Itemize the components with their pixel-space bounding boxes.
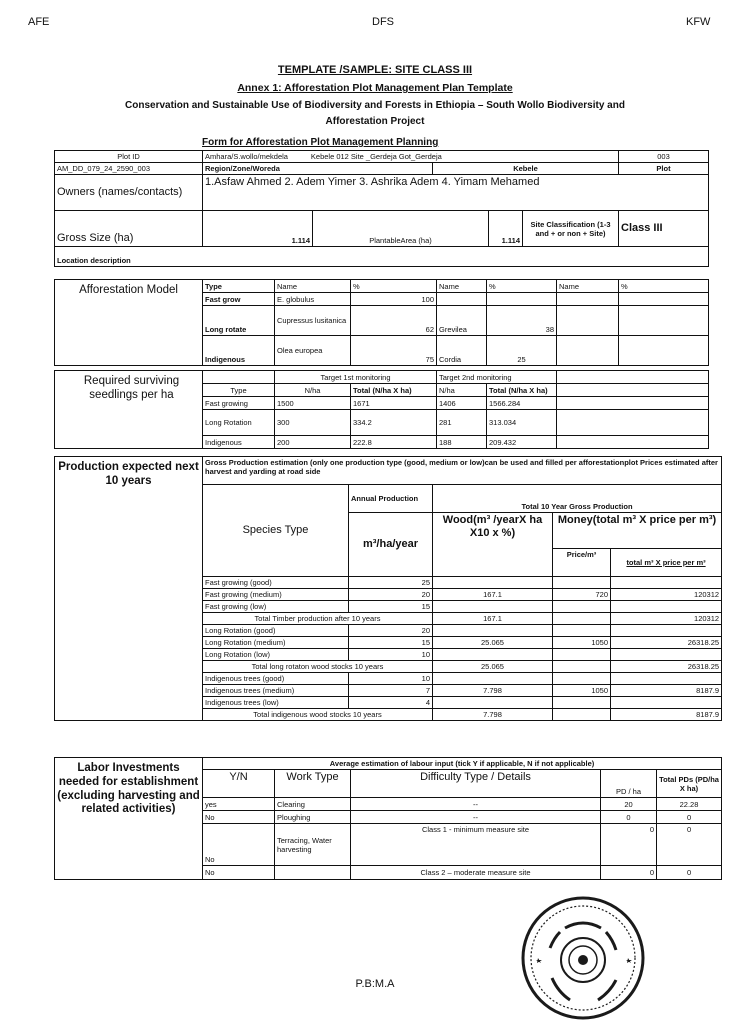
model-species: Olea europea (275, 336, 351, 366)
seedlings-total-header: Total (N/ha X ha) (351, 384, 437, 397)
labor-total: 0 (657, 811, 722, 824)
seedlings-blank (557, 397, 709, 410)
header-left: AFE (28, 16, 50, 28)
seedlings-table (54, 370, 709, 449)
model-percent (487, 293, 557, 306)
plot-id-label: Plot ID (55, 151, 203, 163)
template-title: TEMPLATE /SAMPLE: SITE CLASS III (277, 64, 473, 76)
pd-ha-header: PD / ha (601, 770, 657, 798)
labor-difficulty: Class 1 - minimum measure site (351, 824, 601, 866)
annual-value: 20 (349, 589, 433, 601)
model-empty (619, 293, 709, 306)
price-value (553, 625, 611, 637)
seedlings-total: 1671 (351, 397, 437, 410)
work-type-header: Work Type (275, 770, 351, 798)
model-pct3-header: % (619, 280, 709, 293)
wood-value: 7.798 (433, 685, 553, 697)
wood-value: 167.1 (433, 613, 553, 625)
annual-value: 7 (349, 685, 433, 697)
labor-work-type: Terracing, Water harvesting (275, 824, 351, 866)
annual-value: 4 (349, 697, 433, 709)
production-note: Gross Production estimation (only one production type (good, medium or low)can be used and filled per afforestationplot Prices estimated after harvest and yarding at road side (203, 457, 722, 485)
seedlings-nha2-header: N/ha (437, 384, 487, 397)
total-10-year-header: Total 10 Year Gross Production (433, 485, 722, 513)
labor-yn: yes (203, 798, 275, 811)
model-percent: 38 (487, 306, 557, 336)
money-value (611, 673, 722, 685)
plot-label: Plot (619, 163, 709, 175)
labor-yn: No (203, 866, 275, 880)
seedlings-total: 209.432 (487, 436, 557, 449)
model-percent: 75 (351, 336, 437, 366)
production-row-label: Long Rotation (low) (203, 649, 349, 661)
production-row-label: Indigenous trees (medium) (203, 685, 349, 697)
seedlings-nha: 1406 (437, 397, 487, 410)
model-empty (557, 336, 619, 366)
annual-value: 15 (349, 637, 433, 649)
labor-label: Labor Investments needed for establishment (excluding harvesting and related activities) (55, 758, 203, 880)
model-species (437, 293, 487, 306)
seedlings-blank (557, 371, 709, 384)
wood-value (433, 625, 553, 637)
labor-work-type: Ploughing (275, 811, 351, 824)
seedlings-blank (557, 436, 709, 449)
difficulty-header: Difficulty Type / Details (351, 770, 601, 798)
production-table (54, 456, 722, 721)
seedlings-type: Fast growing (203, 397, 275, 410)
location-label: Location description (55, 247, 709, 267)
price-value: 1050 (553, 637, 611, 649)
labor-pd: 20 (601, 798, 657, 811)
labor-yn: No (203, 811, 275, 824)
kebele-value: Kebele 012 Site _Gerdeja Got_Gerdeja (310, 152, 442, 161)
gross-size-value: 1.114 (203, 211, 313, 247)
wood-value: 7.798 (433, 709, 553, 721)
project-title-line2: Afforestation Project (325, 116, 425, 127)
seedlings-type-header: Type (203, 384, 275, 397)
money-value: 8187.9 (611, 709, 722, 721)
header-center: DFS (372, 16, 394, 28)
seedlings-label: Required surviving seedlings per ha (55, 371, 203, 449)
money-value: 8187.9 (611, 685, 722, 697)
production-row-label: Indigenous trees (low) (203, 697, 349, 709)
money-value (611, 649, 722, 661)
seedlings-total2-header: Total (N/ha X ha) (487, 384, 557, 397)
labor-pd: 0 (601, 866, 657, 880)
model-species: E. globulus (275, 293, 351, 306)
money-value: 120312 (611, 589, 722, 601)
owners-value: 1.Asfaw Ahmed 2. Adem Yimer 3. Ashrika Adem 4. Yimam Mehamed (203, 175, 709, 211)
labor-total: 0 (657, 866, 722, 880)
labor-difficulty: -- (351, 798, 601, 811)
wood-value: 25.065 (433, 637, 553, 649)
money-value (611, 625, 722, 637)
form-title: Form for Afforestation Plot Management Planning (202, 137, 439, 148)
production-row-label: Indigenous trees (good) (203, 673, 349, 685)
production-row-label: Long Rotation (good) (203, 625, 349, 637)
annex-title: Annex 1: Afforestation Plot Management Plan Template (237, 82, 513, 94)
price-value (553, 709, 611, 721)
annual-value: 10 (349, 649, 433, 661)
price-value (553, 649, 611, 661)
seedlings-total: 334.2 (351, 410, 437, 436)
model-type: Fast grow (203, 293, 275, 306)
wood-value: 25.065 (433, 661, 553, 673)
price-value (553, 601, 611, 613)
price-value: 720 (553, 589, 611, 601)
header-right: KFW (686, 16, 711, 28)
plantable-area-value: 1.114 (489, 211, 523, 247)
model-name3-header: Name (557, 280, 619, 293)
model-empty (557, 293, 619, 306)
money-value (611, 697, 722, 709)
price-value: 1050 (553, 685, 611, 697)
price-header: Price/m³ (553, 549, 611, 577)
annual-value: 25 (349, 577, 433, 589)
seedlings-nha: 1500 (275, 397, 351, 410)
seedlings-blank (557, 384, 709, 397)
seedlings-type: Long Rotation (203, 410, 275, 436)
model-percent: 100 (351, 293, 437, 306)
site-class-value: Class III (619, 211, 709, 247)
wood-value (433, 577, 553, 589)
model-percent: 62 (351, 306, 437, 336)
model-empty (557, 306, 619, 336)
plantable-area-label: PlantableArea (ha) (313, 211, 489, 247)
labor-pd: 0 (601, 811, 657, 824)
annual-value: 15 (349, 601, 433, 613)
unit-header: m³/ha/year (349, 513, 433, 577)
production-row-label: Fast growing (medium) (203, 589, 349, 601)
model-empty (619, 306, 709, 336)
production-total-label: Total Timber production after 10 years (203, 613, 433, 625)
wood-value (433, 649, 553, 661)
seedlings-nha: 281 (437, 410, 487, 436)
labor-work-type (275, 866, 351, 880)
model-type-header: Type (203, 280, 275, 293)
total-price-header: total m³ X price per m³ (611, 549, 722, 577)
official-stamp (510, 888, 656, 1020)
seedlings-type: Indigenous (203, 436, 275, 449)
wood-value: 167.1 (433, 589, 553, 601)
project-title-line1: Conservation and Sustainable Use of Biodiversity and Forests in Ethiopia – South Wollo Biodiversity and (125, 100, 625, 111)
region-label: Region/Zone/Woreda (203, 163, 433, 175)
production-total-label: Total long rotaton wood stocks 10 years (203, 661, 433, 673)
model-name2-header: Name (437, 280, 487, 293)
price-value (553, 577, 611, 589)
price-value (553, 697, 611, 709)
site-class-label: Site Classification (1-3 and + or non + Site) (523, 211, 619, 247)
target-2nd-monitoring: Target 2nd monitoring (437, 371, 557, 384)
model-species: Cordia (437, 336, 487, 366)
labor-work-type: Clearing (275, 798, 351, 811)
plot-number: 003 (619, 151, 709, 163)
labor-difficulty: Class 2 – moderate measure site (351, 866, 601, 880)
seedlings-total: 222.8 (351, 436, 437, 449)
money-value: 26318.25 (611, 637, 722, 649)
annual-value: 20 (349, 625, 433, 637)
labor-difficulty: -- (351, 811, 601, 824)
labor-table (54, 757, 722, 880)
production-row-label: Fast growing (good) (203, 577, 349, 589)
annual-production-header: Annual Production (349, 485, 433, 513)
money-value: 26318.25 (611, 661, 722, 673)
production-total-label: Total indigenous wood stocks 10 years (203, 709, 433, 721)
model-species: Cupressus lusitanica (275, 306, 351, 336)
footer-text: P.B:M.A (355, 978, 395, 990)
labor-pd: 0 (601, 824, 657, 866)
region-value: Amhara/S.wollo/mekdela Kebele 012 Site _Gerdeja Got_Gerdeja (203, 151, 619, 163)
money-value (611, 577, 722, 589)
model-name-header: Name (275, 280, 351, 293)
production-label: Production expected next 10 years (55, 457, 203, 721)
money-value: 120312 (611, 613, 722, 625)
production-row-label: Long Rotation (medium) (203, 637, 349, 649)
model-type: Indigenous (203, 336, 275, 366)
afforestation-model-table (54, 279, 709, 366)
wood-value (433, 697, 553, 709)
model-pct-header: % (351, 280, 437, 293)
model-type: Long rotate (203, 306, 275, 336)
labor-total: 22.28 (657, 798, 722, 811)
plot-id-value: AM_DD_079_24_2590_003 (55, 163, 203, 175)
afforestation-model-label: Afforestation Model (55, 280, 203, 366)
wood-header: Wood(m³ /yearX ha X10 x %) (433, 513, 553, 577)
seedlings-nha: 200 (275, 436, 351, 449)
model-empty (619, 336, 709, 366)
labor-yn: No (203, 824, 275, 866)
owners-label: Owners (names/contacts) (55, 175, 203, 211)
seedlings-nha-header: N/ha (275, 384, 351, 397)
seedlings-nha: 188 (437, 436, 487, 449)
target-1st-monitoring: Target 1st monitoring (275, 371, 437, 384)
model-pct2-header: % (487, 280, 557, 293)
labor-total: 0 (657, 824, 722, 866)
money-header: Money(total m³ X price per m³) (553, 513, 722, 549)
species-type-header: Species Type (203, 485, 349, 577)
seedlings-blank (557, 410, 709, 436)
model-percent: 25 (487, 336, 557, 366)
price-value (553, 661, 611, 673)
kebele-label: Kebele (433, 163, 619, 175)
annual-value: 10 (349, 673, 433, 685)
wood-value (433, 601, 553, 613)
seedlings-total: 313.034 (487, 410, 557, 436)
labor-caption: Average estimation of labour input (tick Y if applicable, N if not applicable) (203, 758, 722, 770)
model-species: Grevilea (437, 306, 487, 336)
price-value (553, 673, 611, 685)
seedlings-nha: 300 (275, 410, 351, 436)
wood-value (433, 673, 553, 685)
plot-info-table (54, 150, 709, 267)
money-value (611, 601, 722, 613)
gross-size-label: Gross Size (ha) (55, 211, 203, 247)
seedlings-blank (203, 371, 275, 384)
production-row-label: Fast growing (low) (203, 601, 349, 613)
seedlings-total: 1566.284 (487, 397, 557, 410)
total-pds-header: Total PDs (PD/ha X ha) (657, 770, 722, 798)
yn-header: Y/N (203, 770, 275, 798)
price-value (553, 613, 611, 625)
